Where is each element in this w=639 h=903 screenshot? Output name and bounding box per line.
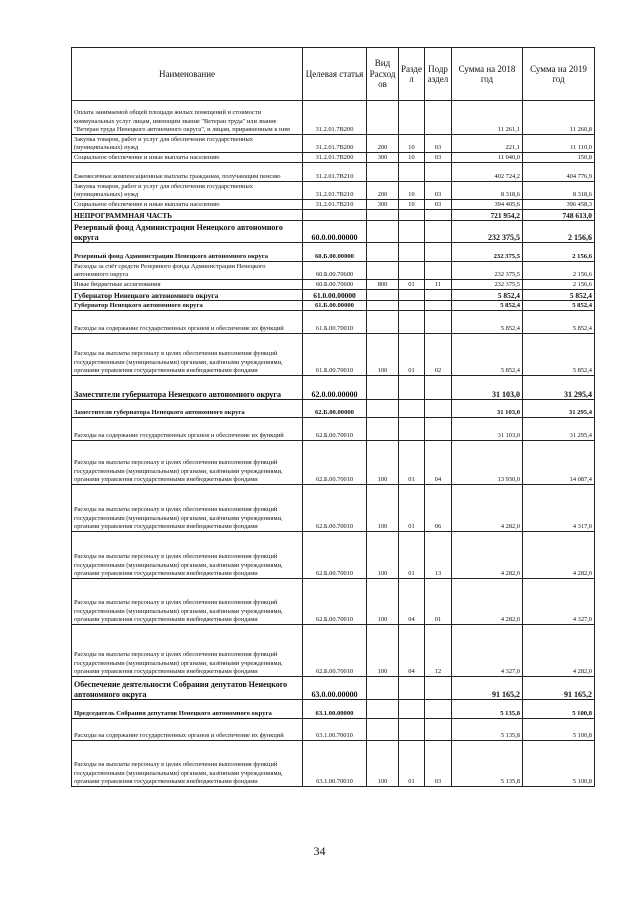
row-podrazdel [425,163,452,182]
row-vid [367,210,399,221]
row-sum-2018: 721 954,2 [452,210,523,221]
table-row [72,311,595,334]
row-sum-2018: 11 261,1 [452,101,523,135]
row-name: Расходы на выплаты персоналу в целях обеспечения выполнения функций государственными (муниципальными) органами, казёнными учреждениями, органами управления государственными внебюджетными фондами [72,334,303,376]
row-code: 63.1.00.00000 [303,700,367,719]
row-podrazdel [425,290,452,301]
row-name: Губернатор Ненецкого автономного округа [72,290,303,301]
row-podrazdel: 02 [425,334,452,376]
row-name: Резервный фонд Администрации Ненецкого автономного округа [72,221,303,243]
row-code: 60.Б.00.70600 [303,262,367,280]
row-name: Расходы на выплаты персоналу в целях обеспечения выполнения функций государственными (муниципальными) органами, казёнными учреждениями, органами управления государственными внебюджетными фондами [72,579,303,625]
row-sum-2018: 5 852,4 [452,290,523,301]
table-row [72,163,595,182]
row-sum-2019: 11 260,8 [523,101,595,135]
row-name: Обеспечение деятельности Собрания депутатов Ненецкого автономного округа [72,677,303,700]
row-code: 62.Б.00.70010 [303,485,367,532]
row-razdel [399,101,425,135]
row-sum-2018: 4 282,0 [452,532,523,579]
row-razdel: 10 [399,182,425,200]
row-code [303,210,367,221]
row-razdel: 01 [399,532,425,579]
table-row [72,400,595,418]
header-podrazdel: Подр аздел [425,48,452,101]
row-podrazdel: 01 [425,579,452,625]
row-razdel [399,243,425,262]
row-sum-2019: 4 282,0 [523,625,595,677]
row-sum-2019: 404 776,9 [523,163,595,182]
row-code: 63.0.00.00000 [303,677,367,700]
row-sum-2018: 8 318,6 [452,182,523,200]
table-row [72,243,595,262]
row-sum-2019: 8 318,6 [523,182,595,200]
row-name: Расходы на выплаты персоналу в целях обеспечения выполнения функций государственными (муниципальными) органами, казёнными учреждениями, органами управления государственными внебюджетными фондами [72,625,303,677]
row-vid: 200 [367,182,399,200]
row-name: Губернатор Ненецкого автономного округа [72,301,303,311]
row-sum-2019: 748 613,0 [523,210,595,221]
header-vid: Вид Расход ов [367,48,399,101]
row-name: Расходы на выплаты персоналу в целях обеспечения выполнения функций государственными (муниципальными) органами, казёнными учреждениями, органами управления государственными внебюджетными фондами [72,441,303,485]
row-sum-2019: 2 156,6 [523,243,595,262]
row-sum-2019: 2 156,6 [523,262,595,280]
table-row [72,418,595,441]
row-razdel: 10 [399,200,425,210]
row-sum-2019: 150,8 [523,153,595,163]
row-vid: 200 [367,135,399,153]
row-name: Заместители губернатора Ненецкого автономного округа [72,376,303,400]
row-podrazdel: 03 [425,182,452,200]
row-razdel [399,262,425,280]
row-razdel: 01 [399,741,425,787]
row-sum-2018: 5 852,4 [452,311,523,334]
row-vid: 100 [367,485,399,532]
row-name: Расходы на содержание государственных органов и обеспечение их функций [72,719,303,741]
row-code: 31.2.01.7В210 [303,163,367,182]
row-razdel: 10 [399,135,425,153]
row-podrazdel: 12 [425,625,452,677]
row-podrazdel: 11 [425,280,452,290]
row-sum-2018: 5 135,8 [452,719,523,741]
table-row [72,376,595,400]
row-sum-2019: 11 110,0 [523,135,595,153]
row-code: 62.0.00.00000 [303,376,367,400]
row-sum-2018: 232 375,5 [452,280,523,290]
row-name: Расходы на содержание государственных органов и обеспечение их функций [72,418,303,441]
row-podrazdel [425,400,452,418]
row-podrazdel [425,376,452,400]
row-podrazdel: 06 [425,485,452,532]
page-number: 34 [313,844,326,858]
row-name: Оплата занимаемой общей площади жилых помещений и стоимости коммунальных услуг лицам, имеющим звание "Ветеран труда" или звание "Ветеран труда Ненецкого автономного округа", и лицам, приравненным к ним [72,101,303,135]
row-name: Расходы на выплаты персоналу в целях обеспечения выполнения функций государственными (муниципальными) органами, казёнными учреждениями, органами управления государственными внебюджетными фондами [72,485,303,532]
table-row [72,101,595,135]
row-code: 60.Б.00.70600 [303,280,367,290]
row-name: Социальное обеспечение и иные выплаты населению [72,153,303,163]
row-code: 62.Б.00.70010 [303,532,367,579]
row-name: Председатель Собрания депутатов Ненецкого автономного округа [72,700,303,719]
row-sum-2018: 5 135,8 [452,700,523,719]
row-name: Расходы за счёт средств Резервного фонда Администрации Ненецкого автономного округа [72,262,303,280]
row-sum-2019: 31 295,4 [523,418,595,441]
row-name: Расходы на выплаты персоналу в целях обеспечения выполнения функций государственными (муниципальными) органами, казёнными учреждениями, органами управления государственными внебюджетными фондами [72,532,303,579]
row-vid [367,243,399,262]
table-header-row [72,48,595,101]
row-name: Ежемесячные компенсационные выплаты гражданам, получающим пенсию [72,163,303,182]
row-razdel: 04 [399,625,425,677]
row-name: Закупка товаров, работ и услуг для обеспечения государственных (муниципальных) нужд [72,135,303,153]
row-razdel [399,700,425,719]
row-razdel [399,376,425,400]
row-code: 31.2.01.7В200 [303,135,367,153]
row-sum-2019: 4 327,0 [523,579,595,625]
row-sum-2019: 14 087,4 [523,441,595,485]
table-row [72,532,595,579]
table-row [72,485,595,532]
row-podrazdel: 03 [425,135,452,153]
row-vid: 100 [367,625,399,677]
row-code: 62.Б.00.70010 [303,418,367,441]
table-row [72,334,595,376]
table-row [72,625,595,677]
row-razdel [399,210,425,221]
row-code: 61.0.00.00000 [303,290,367,301]
row-code: 63.1.00.70010 [303,741,367,787]
row-vid: 300 [367,153,399,163]
row-sum-2018: 5 852,4 [452,334,523,376]
row-name: Социальное обеспечение и иные выплаты населению [72,200,303,210]
row-razdel: 01 [399,280,425,290]
row-sum-2018: 232 375,5 [452,262,523,280]
row-razdel [399,311,425,334]
row-sum-2018: 5 852,4 [452,301,523,311]
row-sum-2019: 5 852,4 [523,334,595,376]
row-name: НЕПРОГРАММНАЯ ЧАСТЬ [72,210,303,221]
row-code: 60.0.00.00000 [303,221,367,243]
row-sum-2018: 31 103,0 [452,418,523,441]
row-code: 62.Б.00.70010 [303,441,367,485]
row-razdel [399,290,425,301]
row-podrazdel: 03 [425,153,452,163]
row-vid [367,400,399,418]
row-podrazdel [425,101,452,135]
table-row [72,280,595,290]
row-razdel: 01 [399,334,425,376]
row-sum-2018: 402 724,2 [452,163,523,182]
row-vid: 800 [367,280,399,290]
row-podrazdel [425,301,452,311]
row-vid [367,221,399,243]
row-vid [367,311,399,334]
header-razdel: Разде л [399,48,425,101]
row-code: 61.Б.00.00000 [303,301,367,311]
row-name: Расходы на содержание государственных органов и обеспечение их функций [72,311,303,334]
row-sum-2019: 4 317,0 [523,485,595,532]
row-razdel: 10 [399,153,425,163]
row-sum-2019: 5 100,8 [523,719,595,741]
row-vid: 100 [367,579,399,625]
row-name: Резервный фонд Администрации Ненецкого автономного округа [72,243,303,262]
row-vid: 100 [367,532,399,579]
table-row [72,182,595,200]
row-code: 60.Б.00.00000 [303,243,367,262]
row-code: 62.Б.00.00000 [303,400,367,418]
row-code: 61.Б.00.70010 [303,311,367,334]
row-podrazdel [425,418,452,441]
row-podrazdel [425,677,452,700]
table-row [72,135,595,153]
row-vid [367,700,399,719]
row-podrazdel: 04 [425,441,452,485]
table-row [72,221,595,243]
table-body [72,101,595,787]
budget-table-sheet [71,47,594,787]
header-sum-2018: Сумма на 2018 год [452,48,523,101]
table-row [72,262,595,280]
row-vid [367,719,399,741]
row-sum-2018: 5 135,8 [452,741,523,787]
table-row [72,700,595,719]
row-sum-2019: 91 165,2 [523,677,595,700]
row-sum-2019: 396 458,3 [523,200,595,210]
row-sum-2018: 13 930,0 [452,441,523,485]
row-vid [367,376,399,400]
row-vid: 300 [367,200,399,210]
row-sum-2018: 91 165,2 [452,677,523,700]
row-sum-2019: 5 100,8 [523,741,595,787]
row-sum-2018: 232 375,5 [452,243,523,262]
table-row [72,579,595,625]
row-vid [367,418,399,441]
row-code: 62.Б.00.70010 [303,625,367,677]
table-row [72,741,595,787]
header-sum-2019: Сумма на 2019 год [523,48,595,101]
row-sum-2018: 31 103,0 [452,376,523,400]
row-code: 63.1.00.70010 [303,719,367,741]
row-sum-2018: 4 282,0 [452,485,523,532]
table-row [72,153,595,163]
row-vid [367,262,399,280]
row-sum-2019: 4 282,0 [523,532,595,579]
table-row [72,200,595,210]
row-podrazdel [425,221,452,243]
row-name: Заместители губернатора Ненецкого автономного округа [72,400,303,418]
row-sum-2019: 5 852,4 [523,290,595,301]
row-podrazdel: 03 [425,741,452,787]
row-podrazdel [425,243,452,262]
row-razdel [399,163,425,182]
row-vid [367,101,399,135]
row-podrazdel [425,262,452,280]
table-row [72,301,595,311]
row-razdel [399,400,425,418]
row-sum-2018: 221,1 [452,135,523,153]
row-code: 31.2.01.7В210 [303,182,367,200]
row-podrazdel: 13 [425,532,452,579]
row-code: 62.Б.00.70010 [303,579,367,625]
row-podrazdel [425,700,452,719]
row-razdel [399,677,425,700]
row-vid: 100 [367,334,399,376]
row-sum-2018: 394 405,6 [452,200,523,210]
row-podrazdel [425,311,452,334]
row-sum-2019: 5 852,4 [523,311,595,334]
table-row [72,677,595,700]
row-sum-2019: 31 295,4 [523,376,595,400]
table-row [72,441,595,485]
row-podrazdel [425,210,452,221]
row-razdel: 01 [399,485,425,532]
row-sum-2018: 232 375,5 [452,221,523,243]
row-code: 31.2.01.7В200 [303,101,367,135]
header-name: Наименование [72,48,303,101]
row-code: 31.2.01.7В200 [303,153,367,163]
row-name: Закупка товаров, работ и услуг для обеспечения государственных (муниципальных) нужд [72,182,303,200]
row-vid [367,677,399,700]
budget-table [71,47,595,787]
row-sum-2018: 4 327,0 [452,625,523,677]
row-podrazdel [425,719,452,741]
row-razdel [399,719,425,741]
row-sum-2019: 31 295,4 [523,400,595,418]
row-razdel [399,418,425,441]
row-name: Расходы на выплаты персоналу в целях обеспечения выполнения функций государственными (муниципальными) органами, казёнными учреждениями, органами управления государственными внебюджетными фондами [72,741,303,787]
table-row [72,210,595,221]
row-sum-2018: 4 282,0 [452,579,523,625]
row-vid [367,301,399,311]
row-razdel [399,221,425,243]
header-code: Целевая статья [303,48,367,101]
row-podrazdel: 03 [425,200,452,210]
row-vid [367,290,399,301]
row-vid: 100 [367,441,399,485]
row-sum-2018: 31 103,0 [452,400,523,418]
row-razdel: 04 [399,579,425,625]
row-razdel: 01 [399,441,425,485]
table-row [72,719,595,741]
row-sum-2019: 2 156,6 [523,221,595,243]
row-sum-2019: 5 100,8 [523,700,595,719]
row-code: 31.2.01.7В210 [303,200,367,210]
row-sum-2018: 11 040,0 [452,153,523,163]
row-name: Иные бюджетные ассигнования [72,280,303,290]
row-sum-2019: 5 852,4 [523,301,595,311]
row-vid [367,163,399,182]
row-code: 61.Б.00.70010 [303,334,367,376]
row-vid: 100 [367,741,399,787]
table-row [72,290,595,301]
row-razdel [399,301,425,311]
row-sum-2019: 2 156,6 [523,280,595,290]
